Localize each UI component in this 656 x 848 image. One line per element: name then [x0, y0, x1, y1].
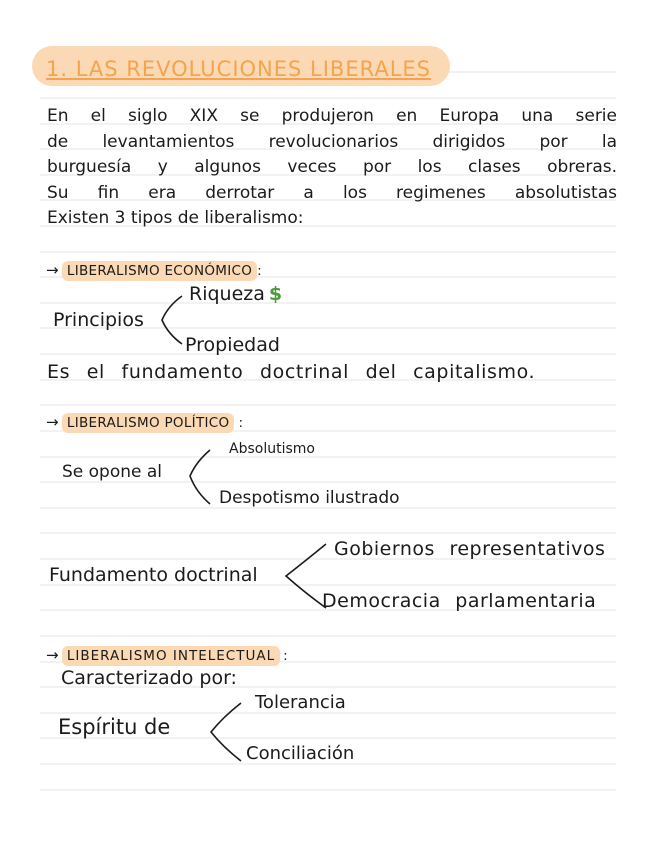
- tolerancia-label: Tolerancia: [255, 692, 346, 713]
- economico-note: Es el fundamento doctrinal del capitalismo.: [47, 361, 536, 383]
- intro-line: burguesía y algunos veces por los clases obreras.: [47, 157, 617, 177]
- intro-line: Existen 3 tipos de liberalismo:: [47, 208, 304, 228]
- brace-icon: [205, 699, 245, 765]
- riqueza-label: [189, 285, 282, 304]
- fundamento-label: Fundamento doctrinal: [49, 564, 258, 586]
- espiritu-label: Espíritu de: [58, 715, 171, 739]
- dollar-icon: $: [268, 283, 283, 305]
- brace-icon: [156, 292, 186, 348]
- conciliacion-label: Conciliación: [246, 743, 355, 764]
- heading-label: LIBERALISMO INTELECTUAL: [62, 646, 280, 666]
- heading-colon: :: [238, 415, 244, 431]
- section-heading-politico: [46, 413, 243, 431]
- heading-colon: :: [283, 648, 288, 664]
- heading-label: LIBERALISMO ECONÓMICO: [62, 261, 257, 281]
- arrow-icon: →: [46, 646, 59, 664]
- heading-colon: :: [257, 263, 263, 279]
- propiedad-label: Propiedad: [185, 334, 280, 356]
- section-heading-economico: [46, 261, 262, 279]
- se-opone-label: Se opone al: [62, 462, 163, 482]
- heading-label: LIBERALISMO POLÍTICO: [62, 413, 235, 433]
- intro-paragraph: [47, 104, 617, 232]
- arrow-icon: →: [46, 261, 59, 279]
- section-heading-intelectual: [46, 646, 288, 664]
- caracterizado-label: Caracterizado por:: [61, 667, 237, 689]
- intro-line: Su fin era derrotar a los regimenes absolutistas: [47, 182, 617, 203]
- intro-line: En el siglo XIX se produjeron en Europa una serie: [47, 106, 617, 126]
- absolutismo-label: Absolutismo: [229, 441, 315, 457]
- page-title: 1. LAS REVOLUCIONES LIBERALES: [46, 57, 432, 81]
- title-highlight: [32, 46, 450, 86]
- principios-label: Principios: [53, 309, 144, 331]
- intro-line: de levantamientos revolucionarios dirigidos por la: [47, 131, 617, 152]
- despotismo-label: Despotismo ilustrado: [219, 488, 400, 508]
- gobiernos-label: Gobiernos representativos: [334, 538, 606, 560]
- brace-icon: [184, 446, 214, 508]
- arrow-icon: →: [46, 413, 59, 431]
- democracia-label: Democracia parlamentaria: [322, 590, 597, 612]
- riqueza-text: Riqueza: [189, 283, 265, 305]
